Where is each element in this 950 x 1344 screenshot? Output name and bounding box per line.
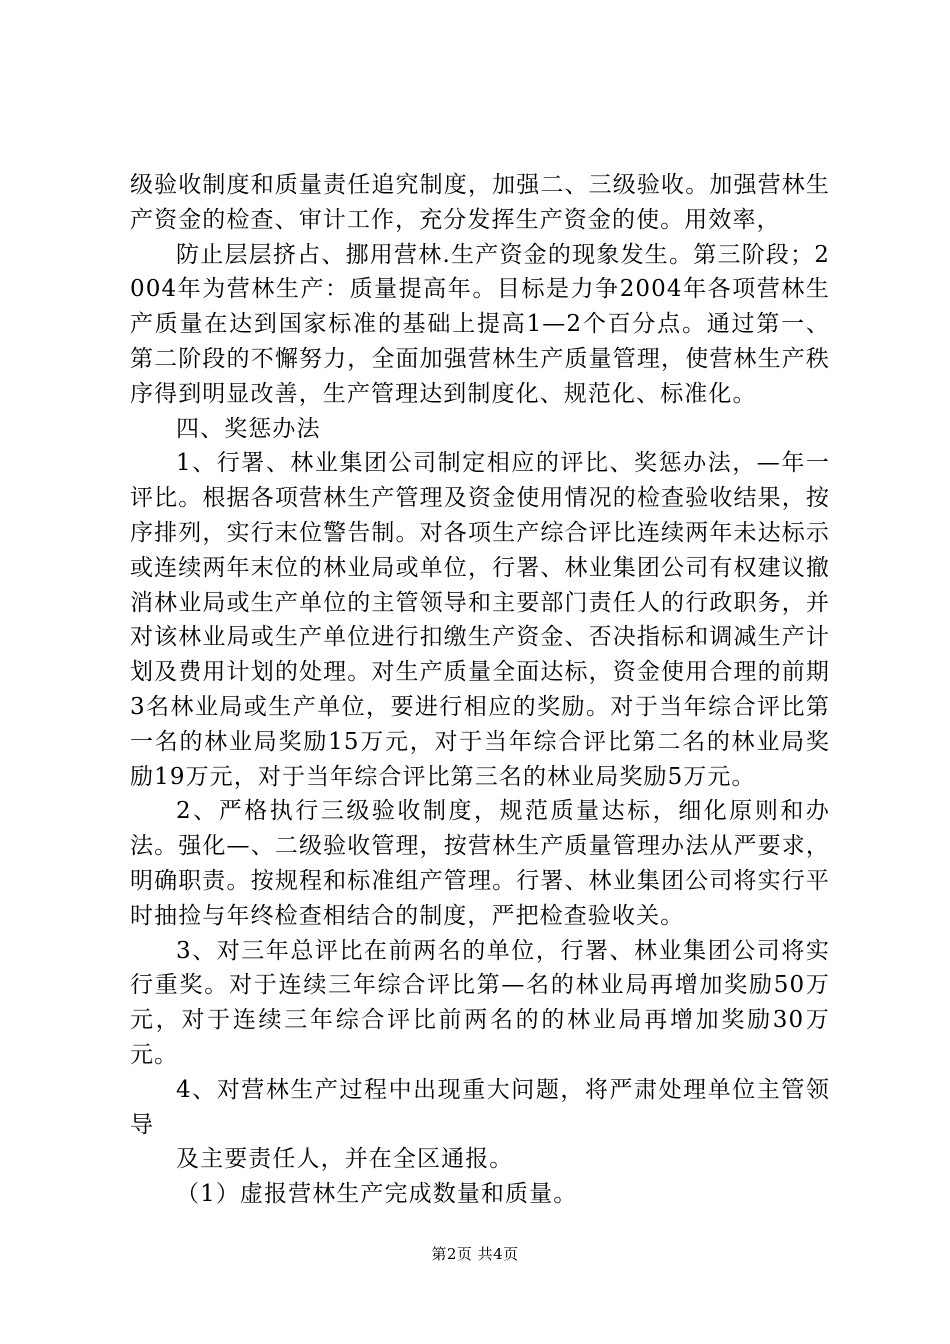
paragraph-item-1: 1、行署、林业集团公司制定相应的评比、奖惩办法，—年一评比。根据各项营林生产管理及资金使用情况的检查验收结果，按序排列，实行末位警告制。对各项生产综合评比连续两年未达标示或连续两年末位的林业局或单位，行署、林业集团公司有权建议撤消林业局或生产单位的主管领导和主要部门责任人的行政职务，并对该林业局或生产单位进行扣缴生产资金、否决指标和调减生产计划及费用计划的处理。对生产质量全面达标，资金使用合理的前期3名林业局或生产单位，要进行相应的奖励。对于当年综合评比第一名的林业局奖励15万元，对于当年综合评比第二名的林业局奖励19万元，对于当年综合评比第三名的林业局奖励5万元。: [130, 450, 830, 790]
document-body: [130, 168, 830, 1212]
paragraph-item-4: 4、对营林生产过程中出现重大问题，将严肃处理单位主管领导: [130, 1076, 830, 1138]
paragraph-item-3: 3、对三年总评比在前两名的单位，行署、林业集团公司将实行重奖。对于连续三年综合评比第—名的林业局再增加奖励50万元，对于连续三年综合评比前两名的的林业局再增加奖励30万元。: [130, 937, 830, 1068]
page-number-footer: 第2页 共4页: [431, 1245, 519, 1263]
section-heading-rewards-penalties: 四、奖惩办法: [176, 415, 321, 442]
paragraph-1: 级验收制度和质量责任追究制度，加强二、三级验收。加强营林生产资金的检查、审计工作，充分发挥生产资金的使。用效率，: [130, 172, 830, 233]
paragraph-item-4-continued: 及主要责任人，并在全区通报。: [176, 1146, 514, 1173]
paragraph-2: 防止层层挤占、挪用营林.生产资金的现象发生。第三阶段；2004年为营林生产：质量提高年。目标是力争2004年各项营林生产质量在达到国家标准的基础上提高1—2个百分点。通过第一、第二阶段的不懈努力，全面加强营林生产质量管理，使营林生产秩序得到明显改善，生产管理达到制度化、规范化、标准化。: [130, 241, 830, 407]
paragraph-subitem-1: （1）虚报营林生产完成数量和质量。: [176, 1181, 578, 1208]
paragraph-item-2: 2、严格执行三级验收制度，规范质量达标，细化原则和办法。强化—、二级验收管理，按营林生产质量管理办法从严要求，明确职责。按规程和标准组产管理。行署、林业集团公司将实行平时抽捡与年终检查相结合的制度，严把检查验收关。: [130, 798, 830, 929]
